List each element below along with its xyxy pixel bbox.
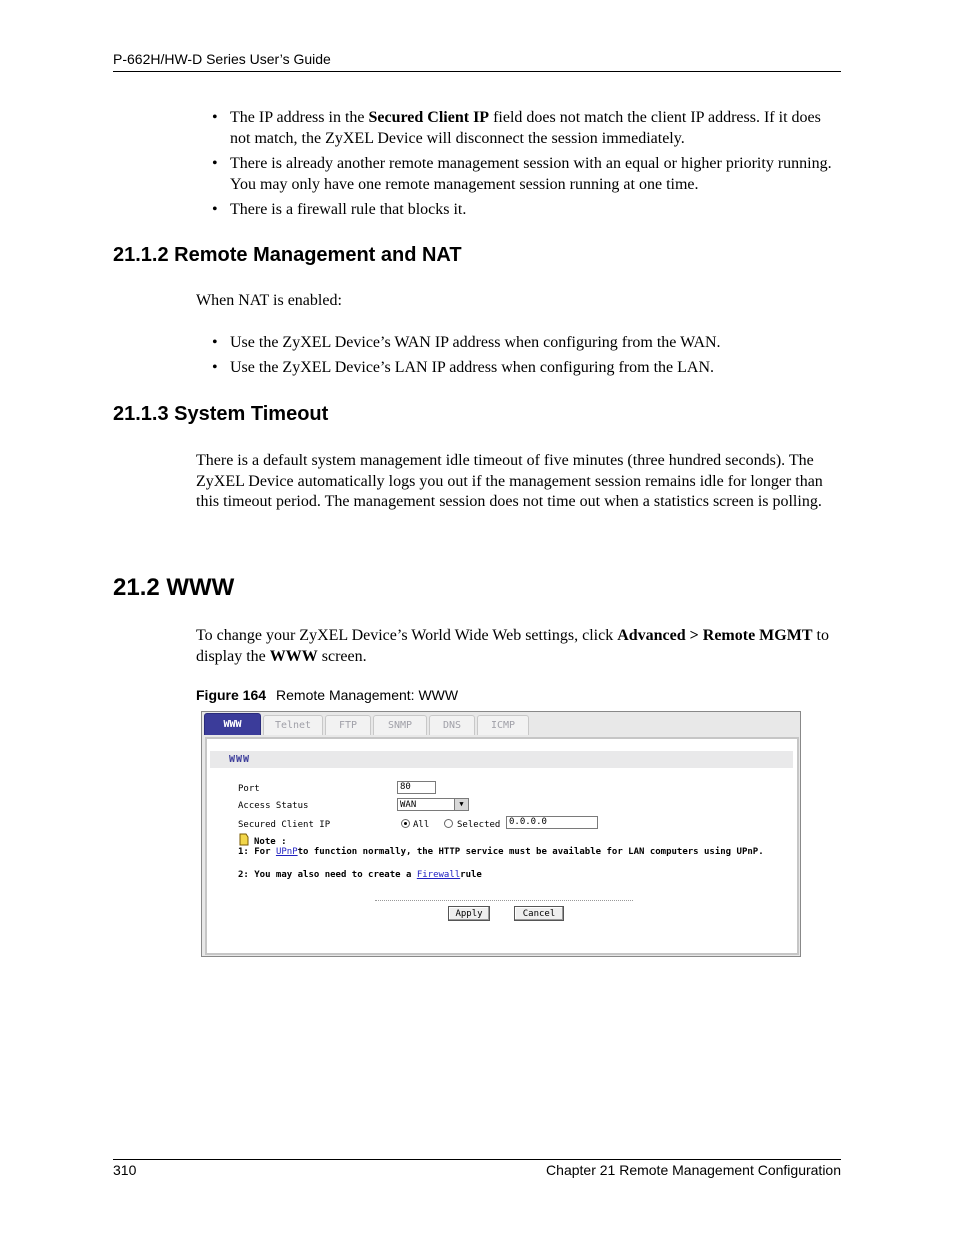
figure-label: Figure 164 (196, 687, 267, 703)
figure-caption (196, 687, 458, 703)
section-heading-timeout: 21.1.3 System Timeout (113, 403, 329, 425)
header-rule (113, 71, 841, 72)
note-2: 2: You may also need to create a Firewallrule (238, 870, 482, 880)
secured-client-ip-label: Secured Client IP (238, 820, 331, 830)
apply-button[interactable]: Apply (448, 906, 490, 921)
section-title: WWW (229, 754, 251, 765)
list-item: • Use the ZyXEL Device’s WAN IP address when configuring from the WAN. (212, 334, 721, 351)
upnp-link[interactable]: UPnP (275, 847, 298, 857)
radio-selected[interactable] (444, 819, 453, 828)
tab-ftp[interactable]: FTP (325, 715, 371, 735)
note-icon (238, 833, 250, 846)
note-1: 1: For UPnPto function normally, the HTTP service must be available for LAN computers using UPnP. (238, 847, 764, 857)
port-label: Port (238, 784, 260, 794)
footer-rule (113, 1159, 841, 1160)
list-item: • The IP address in the Secured Client IP field does not match the client IP address. If it does not match, the ZyXEL Device will disconnect the session immediately. (212, 109, 821, 147)
tab-bar (204, 715, 531, 737)
list-item: • There is a firewall rule that blocks it. (212, 201, 467, 218)
nat-intro: When NAT is enabled: (196, 292, 342, 309)
radio-all-label: All (413, 820, 430, 830)
figure-title: Remote Management: WWW (276, 687, 459, 703)
www-intro: To change your ZyXEL Device’s World Wide Web settings, click Advanced > Remote MGMT to display the WWW screen. (196, 627, 829, 665)
chapter-title: Chapter 21 Remote Management Configuration (546, 1162, 841, 1178)
section-heading-nat: 21.1.2 Remote Management and NAT (113, 244, 462, 266)
bullet-list-top (212, 107, 837, 224)
divider (375, 900, 633, 901)
port-input[interactable] (397, 781, 436, 794)
firewall-link[interactable]: Firewall (416, 870, 461, 880)
radio-all[interactable] (401, 819, 410, 828)
secured-client-ip-input[interactable] (506, 816, 598, 829)
section-heading-www: 21.2 WWW (113, 574, 235, 601)
page-number: 310 (113, 1162, 137, 1178)
list-item: • Use the ZyXEL Device’s LAN IP address when configuring from the LAN. (212, 359, 715, 376)
tab-icmp[interactable]: ICMP (477, 715, 529, 735)
radio-selected-label: Selected (457, 820, 501, 830)
tab-www[interactable]: WWW (204, 713, 261, 735)
settings-panel (205, 737, 799, 955)
bullet-list-nat (212, 332, 837, 382)
running-header: P-662H/HW-D Series User’s Guide (113, 51, 331, 67)
list-item: • There is already another remote management session with an equal or higher priority running. You may only have one remote management session running at one time. (212, 155, 832, 193)
remote-mgmt-screenshot (201, 711, 801, 957)
access-status-select[interactable]: WAN ▼ (397, 798, 469, 811)
cancel-button[interactable]: Cancel (514, 906, 564, 921)
chevron-down-icon: ▼ (454, 799, 468, 810)
note-heading: Note : (238, 833, 287, 848)
section-title-bar (210, 751, 793, 768)
tab-dns[interactable]: DNS (429, 715, 475, 735)
timeout-body: There is a default system management idle timeout of five minutes (three hundred seconds). The ZyXEL Device automatically logs you out if the management session remains idle for longer than this timeout period. The management session does not time out when a statistics screen is polling. (196, 452, 823, 510)
access-status-label: Access Status (238, 801, 309, 811)
tab-snmp[interactable]: SNMP (373, 715, 427, 735)
tab-telnet[interactable]: Telnet (263, 715, 323, 735)
